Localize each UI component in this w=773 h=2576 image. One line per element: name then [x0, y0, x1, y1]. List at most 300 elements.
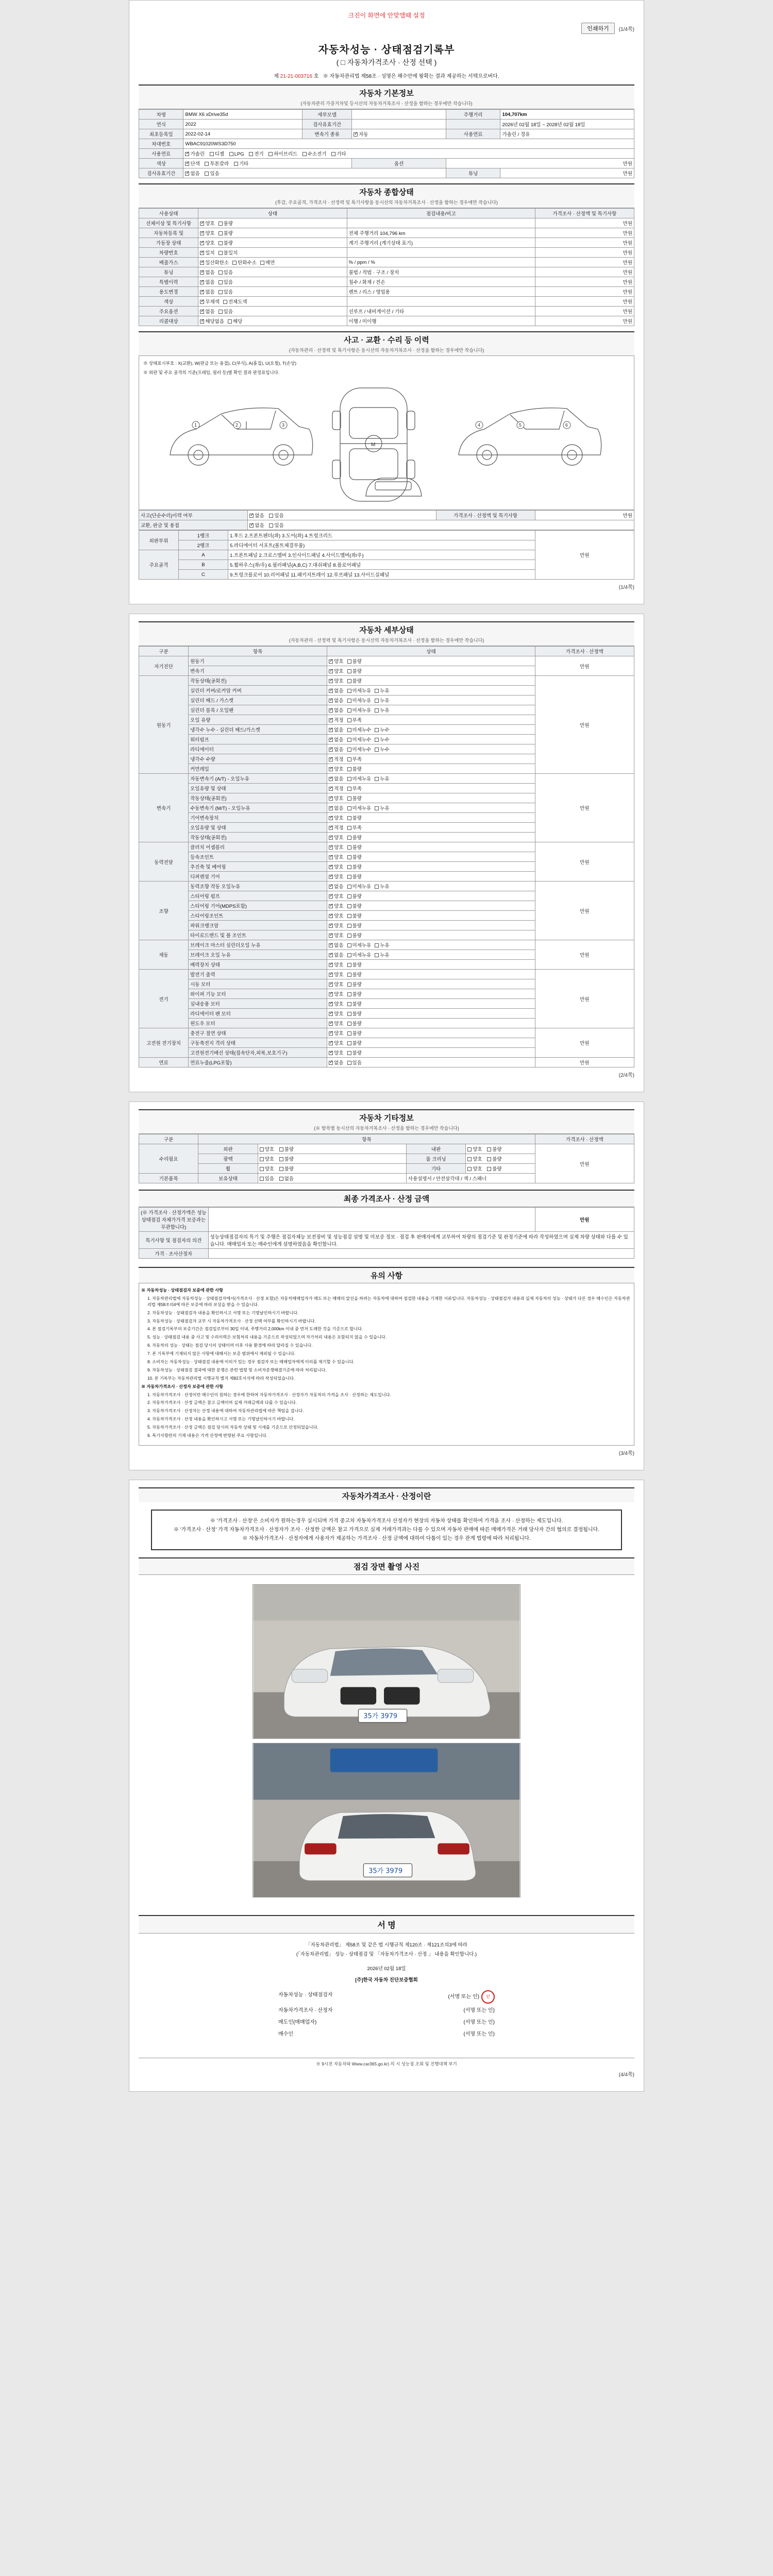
check-row-value [183, 168, 446, 178]
caution-item: 1. 자동차가격조사 · 산정이란 매수인이 원하는 경우에 한하여 자동차가격조사 · 산정자가 자동차의 가격을 조사 · 산정하는 제도입니다. [147, 1392, 391, 1397]
basic-section-title: 자동차 기본정보 [139, 84, 634, 99]
detail-option[interactable]: 미세누유 [347, 951, 372, 958]
signature-value-3[interactable]: (서명 또는 인) [463, 2031, 495, 2038]
caution-heading: ※ 자동차성능 · 상태점검자 보증에 관한 사항 [141, 1288, 224, 1293]
table-row [139, 676, 634, 686]
caution-body [139, 1283, 634, 1446]
other-base-sublabel: 보유상태 [198, 1174, 258, 1183]
fuel-option-3[interactable]: 전기 [249, 150, 263, 157]
signature-key-1: 자동차가격조사 · 산정자 [278, 2008, 333, 2014]
color-option-1[interactable]: 투톤칼라 [205, 160, 229, 167]
detail-option[interactable]: 미세누유 [347, 697, 372, 704]
price-remark-label: 특기사항 및 점검자의 의견 [139, 1232, 209, 1249]
detail-option[interactable]: 불량 [347, 912, 362, 919]
detail-option[interactable]: 미세누수 [347, 745, 372, 753]
detail-item-state [327, 754, 535, 764]
detail-option[interactable]: 불량 [347, 971, 362, 978]
table-row [139, 940, 634, 950]
other-opt-0-0[interactable]: 양호 [260, 1145, 274, 1153]
color-label: 색상 [139, 159, 183, 168]
doc-no-prefix: 제 [274, 74, 279, 79]
detail-item-state [327, 872, 535, 882]
overall-option[interactable]: ✓ 일산화탄소 [200, 259, 229, 266]
other-lbl-0: 외판 [198, 1144, 258, 1154]
detail-option[interactable]: ✓ 양호 [329, 912, 343, 919]
detail-option[interactable]: 부족 [347, 716, 362, 723]
accident-yes-option[interactable]: 있음 [269, 512, 283, 519]
detail-option[interactable]: 불량 [347, 892, 362, 900]
detail-option[interactable]: ✓ 양호 [329, 1000, 343, 1007]
detail-option[interactable]: ✓ 없음 [329, 775, 343, 782]
detail-option[interactable]: 미세누유 [347, 941, 372, 948]
option-amount: 만원 [446, 159, 634, 168]
transmission-auto-option[interactable]: ✓ 자동 [354, 130, 368, 138]
tuning-none[interactable]: ✓ 없음 [185, 170, 199, 177]
signature-row-2 [278, 2016, 495, 2028]
detail-option[interactable]: 불량 [347, 990, 362, 997]
detail-item-state [327, 813, 535, 823]
detail-option[interactable]: 불량 [347, 814, 362, 821]
caution-item: 6. 특기사항란의 기재 내용은 가격 산정에 반영된 주요 사항입니다. [147, 1433, 267, 1438]
overall-row-name: 주요옵션 [139, 307, 198, 316]
accident-section-note: (자동차관리 · 산정력 및 특기사항은 동시산의 자동차거복조사 · 산정을 함하는 경우에만 작습니다) [139, 346, 634, 356]
fuel-option-2[interactable]: LPG [229, 151, 244, 157]
detail-group-amount: 만원 [535, 1028, 634, 1058]
detail-item-label: 윈도우 모터 [189, 1019, 327, 1028]
detail-option[interactable]: 누유 [375, 941, 389, 948]
detail-group-amount: 만원 [535, 842, 634, 882]
overall-option[interactable]: 있음 [219, 278, 233, 285]
overall-row-state [198, 248, 347, 258]
print-button[interactable]: 인쇄하기 [581, 23, 615, 34]
detail-option[interactable]: 누유 [375, 804, 389, 811]
exchange-none-option[interactable]: ✓ 없음 [249, 521, 264, 529]
detail-option[interactable]: ✓ 양호 [329, 1039, 343, 1046]
detail-option[interactable]: 누수 [375, 745, 389, 753]
detail-option[interactable]: ✓ 없음 [329, 1059, 343, 1066]
detail-option[interactable]: ✓ 양호 [329, 667, 343, 674]
detail-option[interactable]: 미세누수 [347, 736, 372, 743]
overall-option[interactable]: 있음 [219, 288, 233, 295]
overall-option[interactable]: ✓ 일치 [200, 249, 214, 256]
detail-option[interactable]: ✓ 양호 [329, 1010, 343, 1017]
detail-option[interactable]: 불량 [347, 834, 362, 841]
basic-label3-1 [446, 120, 500, 129]
basic-value-2: 2022-02-14 [183, 129, 303, 139]
signature-footer: ※ 9시전 자동차와 Www.car365.go.kr) 의 시 성능점 조회 및 진행대책 부기 [139, 2058, 634, 2067]
other-opt-1-0[interactable]: 양호 [260, 1155, 274, 1162]
overall-row-state [198, 316, 347, 326]
doc-law-note: ※ 자동차관리법 제58조 · 성명은 해수안에 왕확는 결과 제공하는 서택으로버다. [323, 74, 499, 79]
other-opt-0-1[interactable]: 불량 [279, 1145, 294, 1153]
detail-item-label: 추진축 및 베어링 [189, 862, 327, 872]
overall-row-amount: 만원 [535, 307, 634, 316]
detail-item-state [327, 833, 535, 842]
signature-value-0[interactable]: (서명 또는 인) 인 [448, 1990, 495, 2004]
overall-row-amount: 만원 [535, 287, 634, 297]
detail-option[interactable]: 불량 [347, 1029, 362, 1037]
detail-option[interactable]: 누유 [375, 951, 389, 958]
overall-col-0: 사용상태 [139, 209, 198, 218]
overall-row-amount: 만원 [535, 316, 634, 326]
detail-option[interactable]: ✓ 없음 [329, 804, 343, 811]
detail-item-label: 시동 모터 [189, 979, 327, 989]
other-opt-2-0[interactable]: 양호 [260, 1165, 274, 1172]
detail-option[interactable]: 불량 [347, 843, 362, 851]
other-opt2-0-1[interactable]: 불량 [487, 1145, 501, 1153]
detail-option[interactable]: 불량 [347, 794, 362, 802]
detail-item-label: 배력장치 상태 [189, 960, 327, 970]
detail-option[interactable]: 불량 [347, 931, 362, 939]
detail-option[interactable]: ✓ 양호 [329, 931, 343, 939]
detail-group-name: 전기 [139, 970, 189, 1028]
table-row [139, 120, 634, 129]
caution-item: 10. 본 기록부는 자동차관리법 시행규칙 별지 제82호서식에 따라 작성되었습니다. [147, 1376, 295, 1381]
detail-section-title: 자동차 세부상태 [139, 621, 634, 636]
detail-item-label: 충전구 절연 상태 [189, 1028, 327, 1038]
basic-value3-0: 104,707km [500, 110, 634, 120]
price-remark-value: 성능상태점검자의 특기 및 주행은 점검자체능 보전장비 및 성능점검 설명 및 미보증 정보 · 점검 후 판매자에게 교부하여 차량의 점검기준 및 판정기준에 따라 작성하였으며 실제 차량 상태와 다를 수 있습니다. 매매업자 또는 매수인에게 설명하였음을 확인합니다. [208, 1232, 634, 1249]
rank-amount: 만원 [535, 531, 634, 580]
detail-option[interactable]: 미세누수 [347, 726, 372, 733]
page-3 [129, 1101, 644, 1470]
detail-option[interactable]: 미세누유 [347, 687, 372, 694]
table-row [139, 139, 634, 149]
detail-option[interactable]: ✓ 양호 [329, 657, 343, 665]
table-row [139, 110, 634, 120]
basic-value-0: BMW X6 xDrive35d [183, 110, 303, 120]
detail-option[interactable]: ✓ 양호 [329, 1020, 343, 1027]
detail-item-label: 실린더 커버/로커암 커버 [189, 686, 327, 696]
doc-no-suffix: 호 [313, 74, 319, 79]
other-lbl-1: 광택 [198, 1154, 258, 1164]
photos-title: 점검 장면 촬영 사진 [139, 1557, 634, 1575]
detail-option[interactable]: ✓ 없음 [329, 745, 343, 753]
overall-table [139, 208, 634, 326]
detail-item-label: 오일유량 및 상태 [189, 823, 327, 833]
detail-item-label: 등속조인트 [189, 852, 327, 862]
top-notice: 크진이 화면에 안맞앨때 설정 [348, 12, 425, 19]
page-footer-4: (4/4쪽) [618, 2072, 634, 2078]
detail-option[interactable]: ✓ 양호 [329, 853, 343, 860]
table-row [139, 656, 634, 666]
table-row [139, 882, 634, 891]
detail-option[interactable]: 미세누유 [347, 804, 372, 811]
detail-option[interactable]: 불량 [347, 980, 362, 988]
detail-item-label: 작동상태(공회전) [189, 676, 327, 686]
detail-option[interactable]: 불량 [347, 1049, 362, 1056]
detail-option[interactable]: ✓ 없음 [329, 941, 343, 948]
other-opts2-1 [466, 1154, 535, 1164]
basic-label3-2: 사용연료 [446, 129, 500, 139]
detail-option[interactable]: ✓ 없음 [329, 706, 343, 714]
doc-subtitle: ( □ 자동차가격조사 · 산정 선택 ) [336, 58, 437, 66]
frame-label: 주요골격 [139, 550, 179, 580]
overall-option[interactable]: ✓ 없음 [200, 268, 214, 276]
detail-option[interactable]: ✓ 양호 [329, 961, 343, 968]
overall-option[interactable]: ✓ 무채색 [200, 298, 220, 305]
detail-item-label: 실내송풍 모터 [189, 999, 327, 1009]
detail-option[interactable]: ✓ 없음 [329, 883, 343, 890]
detail-item-state [327, 803, 535, 813]
detail-group-amount: 만원 [535, 940, 634, 970]
overall-option[interactable]: 탄화수소 [232, 259, 257, 266]
detail-item-state [327, 852, 535, 862]
detail-option[interactable]: ✓ 양호 [329, 990, 343, 997]
other-opt-1-1[interactable]: 불량 [279, 1155, 294, 1162]
detail-option[interactable]: ✓ 적정 [329, 824, 343, 831]
detail-option[interactable]: ✓ 양호 [329, 980, 343, 988]
other-base-opt-0[interactable]: 있음 [260, 1175, 274, 1182]
detail-option[interactable]: 부족 [347, 755, 362, 762]
table-header-row [139, 1134, 634, 1144]
color-option-2[interactable]: 기타 [234, 160, 248, 167]
overall-option[interactable]: ✓ 양호 [200, 239, 214, 246]
detail-option[interactable]: 불량 [347, 657, 362, 665]
fuel-option-0[interactable]: ✓ 가솔린 [185, 150, 205, 157]
overall-row-state [198, 228, 347, 238]
detail-option[interactable]: ✓ 양호 [329, 971, 343, 978]
table-row [139, 1232, 634, 1249]
detail-option[interactable]: 불량 [347, 922, 362, 929]
detail-item-label: 오일 유량 [189, 715, 327, 725]
detail-option[interactable]: ✓ 양호 [329, 873, 343, 880]
detail-item-state [327, 725, 535, 735]
other-opt2-1-0[interactable]: 양호 [467, 1155, 482, 1162]
other-lbl2-1: 룸 크리닝 [406, 1154, 465, 1164]
detail-item-label: 작동상태(공회전) [189, 793, 327, 803]
price-assessor-label: 가격 · 조사산정자 [139, 1249, 209, 1259]
fuel-option-6[interactable]: 기타 [331, 150, 346, 157]
detail-item-label: 원동기 [189, 656, 327, 666]
detail-option[interactable]: ✓ 양호 [329, 843, 343, 851]
basic-label-0: 차명 [139, 110, 183, 120]
rank-name-4: C [178, 570, 228, 580]
rank-items-1: 5.라디에이터 서포트(볼트체결부품) [228, 540, 535, 550]
signature-title: 서 명 [139, 1915, 634, 1934]
detail-option[interactable]: 미세누유 [347, 706, 372, 714]
accident-summary-table [139, 510, 634, 530]
rank-items-0: 1.후드 2.프론트펜더(좌) 3.도어(좌) 4.트렁크리드 [228, 531, 535, 540]
detail-option[interactable]: 미세누유 [347, 775, 372, 782]
overall-option[interactable]: 있음 [219, 268, 233, 276]
detail-item-label: 기어변속장치 [189, 813, 327, 823]
signature-key-3: 매수인 [278, 2031, 293, 2038]
overall-option[interactable]: 불량 [219, 239, 233, 246]
table-row [139, 149, 634, 159]
detail-option[interactable]: 불량 [347, 853, 362, 860]
detail-option[interactable]: 누수 [375, 726, 389, 733]
signature-key-0: 자동차성능 · 상태점검자 [278, 1992, 333, 1998]
fuel-option-5[interactable]: 수소전기 [303, 150, 327, 157]
color-option-0[interactable]: ✓ 단색 [185, 160, 199, 167]
detail-option[interactable]: 불량 [347, 667, 362, 674]
overall-row-state [198, 307, 347, 316]
other-base-opts [258, 1174, 406, 1183]
table-row [139, 520, 634, 530]
detail-option[interactable]: ✓ 양호 [329, 677, 343, 684]
signature-value-1[interactable]: (서명 또는 인) [463, 2008, 495, 2014]
page-label-1: (1/4쪽) [618, 26, 634, 32]
overall-row-state [198, 218, 347, 228]
overall-option[interactable]: ✓ 없음 [200, 308, 214, 315]
detail-group-amount: 만원 [535, 1058, 634, 1067]
overall-option[interactable]: 있음 [219, 308, 233, 315]
overall-option[interactable]: 불일치 [219, 249, 238, 256]
overall-section-title: 자동차 종합상태 [139, 183, 634, 198]
table-row [139, 277, 634, 287]
overall-row-name: 차량번호 [139, 248, 198, 258]
detail-item-state [327, 979, 535, 989]
detail-group-amount: 만원 [535, 970, 634, 1028]
detail-option[interactable]: 불량 [347, 677, 362, 684]
overall-option[interactable]: 불량 [219, 229, 233, 236]
detail-option[interactable]: 누유 [375, 883, 389, 890]
detail-item-label: 변속기 [189, 666, 327, 676]
detail-option[interactable]: ✓ 양호 [329, 814, 343, 821]
detail-option[interactable]: ✓ 없음 [329, 726, 343, 733]
overall-option[interactable]: 전체도색 [223, 298, 247, 305]
other-opt2-2-0[interactable]: 양호 [467, 1165, 482, 1172]
accident-none-option[interactable]: ✓ 없음 [249, 512, 264, 519]
svg-text:M: M [371, 442, 376, 448]
detail-option[interactable]: 불량 [347, 1010, 362, 1017]
overall-row-name: 튜닝 [139, 267, 198, 277]
detail-option[interactable]: ✓ 적정 [329, 716, 343, 723]
overall-option[interactable]: 매연 [260, 259, 275, 266]
caution-item: 8. 소비자는 자동차성능 · 상태점검 내용에 이의가 있는 경우 점검자 또는 매매업자에게 이의를 제기할 수 있습니다. [147, 1360, 355, 1365]
detail-col-3: 가격조사 · 산정액 [535, 647, 634, 656]
overall-option[interactable]: ✓ 없음 [200, 278, 214, 285]
detail-item-state [327, 1028, 535, 1038]
other-opt2-2-1[interactable]: 불량 [487, 1165, 501, 1172]
detail-option[interactable]: 누유 [375, 706, 389, 714]
basic-value-1: 2022 [183, 120, 303, 129]
detail-option[interactable]: 부족 [347, 785, 362, 792]
rank-name-2: A [178, 550, 228, 560]
detail-option[interactable]: 불량 [347, 1000, 362, 1007]
other-base-opt-1[interactable]: 없음 [279, 1175, 294, 1182]
plate-text-1: 35가 3979 [363, 1713, 398, 1721]
detail-option[interactable]: 불량 [347, 863, 362, 870]
detail-option[interactable]: 미세누유 [347, 883, 372, 890]
other-opt2-1-1[interactable]: 불량 [487, 1155, 501, 1162]
detail-option[interactable]: ✓ 적정 [329, 785, 343, 792]
detail-item-label: 클러치 어셈블리 [189, 842, 327, 852]
detail-table [139, 646, 634, 1067]
detail-item-state [327, 960, 535, 970]
overall-option[interactable]: ✓ 양호 [200, 219, 214, 227]
detail-option[interactable]: ✓ 없음 [329, 687, 343, 694]
detail-item-state [327, 686, 535, 696]
detail-option[interactable]: ✓ 양호 [329, 794, 343, 802]
detail-option[interactable]: ✓ 양호 [329, 834, 343, 841]
detail-option[interactable]: 불량 [347, 902, 362, 909]
exchange-yes-option[interactable]: 있음 [269, 521, 283, 529]
detail-item-state [327, 1038, 535, 1048]
doc-number-line [139, 72, 634, 79]
detail-option[interactable]: 누수 [375, 736, 389, 743]
other-opts2-2 [466, 1164, 535, 1174]
detail-item-label: 브레이크 오일 누유 [189, 950, 327, 960]
detail-option[interactable]: 불량 [347, 1020, 362, 1027]
detail-option[interactable]: 불량 [347, 765, 362, 772]
detail-item-state [327, 901, 535, 911]
detail-option[interactable]: ✓ 양호 [329, 1029, 343, 1037]
detail-option[interactable]: 있음 [347, 1059, 362, 1066]
detail-option[interactable]: 불량 [347, 873, 362, 880]
detail-option[interactable]: ✓ 없음 [329, 697, 343, 704]
detail-option[interactable]: ✓ 양호 [329, 863, 343, 870]
detail-option[interactable]: ✓ 양호 [329, 1049, 343, 1056]
signature-value-2[interactable]: (서명 또는 인) [463, 2020, 495, 2026]
overall-option[interactable]: ✓ 해당없음 [200, 317, 224, 325]
accident-sum-label: 사고(단순수리)이력 여부 [139, 511, 248, 520]
basic-value2-0 [352, 110, 446, 120]
detail-option[interactable]: 부족 [347, 824, 362, 831]
detail-option[interactable]: ✓ 양호 [329, 902, 343, 909]
rank-name-3: B [178, 560, 228, 570]
fuel-option-1[interactable]: 디젤 [210, 150, 224, 157]
signature-row-0 [278, 1989, 495, 2005]
detail-option[interactable]: ✓ 양호 [329, 765, 343, 772]
detail-option[interactable]: 불량 [347, 961, 362, 968]
other-lbl2-2: 기타 [406, 1164, 465, 1174]
detail-option[interactable]: 누유 [375, 775, 389, 782]
detail-item-label: 작동상태(공회전) [189, 833, 327, 842]
table-row [139, 531, 634, 540]
overall-row-amount: 만원 [535, 258, 634, 267]
overall-option[interactable]: 해당 [228, 317, 242, 325]
detail-item-label: 파워크랭크암 [189, 921, 327, 930]
other-opt-2-1[interactable]: 불량 [279, 1165, 294, 1172]
table-row [139, 1028, 634, 1038]
price-amount: 만원 [535, 1208, 634, 1232]
detail-option[interactable]: 누유 [375, 697, 389, 704]
detail-item-state [327, 793, 535, 803]
basic-value3-2: 가솔린 / 경유 [500, 129, 634, 139]
other-amount: 만원 [535, 1144, 634, 1183]
tuning-yes[interactable]: 있음 [205, 170, 219, 177]
detail-option[interactable]: ✓ 없음 [329, 951, 343, 958]
detail-item-state [327, 940, 535, 950]
table-row [139, 267, 634, 277]
table-row [139, 1058, 634, 1067]
fuel-option-4[interactable]: 하이브리드 [268, 150, 297, 157]
accident-note-2: ※ 외판 및 주요 골격의 기준(프레임, 필러 등)별 확인 결과 판정표입니다. [143, 370, 280, 375]
overall-row-detail [347, 248, 535, 258]
detail-option[interactable]: ✓ 양호 [329, 892, 343, 900]
detail-option[interactable]: ✓ 양호 [329, 922, 343, 929]
overall-option[interactable]: ✓ 없음 [200, 288, 214, 295]
detail-item-label: 라디에이터 팬 모터 [189, 1009, 327, 1019]
overall-option[interactable]: 불량 [219, 219, 233, 227]
detail-option[interactable]: 누유 [375, 687, 389, 694]
table-row [139, 1249, 634, 1259]
other-opt2-0-0[interactable]: 양호 [467, 1145, 482, 1153]
detail-item-label: 수동변속기 (M/T) - 오일누유 [189, 803, 327, 813]
detail-option[interactable]: 불량 [347, 1039, 362, 1046]
table-row [139, 238, 634, 248]
overall-row-amount: 만원 [535, 228, 634, 238]
detail-group-amount: 만원 [535, 656, 634, 676]
pricecheck-body-3: ※ 자동차가격조사 · 산정자에게 사용자가 제공하는 가격조사 · 산정 금액에 대하여 다툼이 있는 경우 관계 법령에 따라 처리됩니다. [242, 1535, 531, 1541]
overall-option[interactable]: ✓ 양호 [200, 229, 214, 236]
detail-option[interactable]: ✓ 적정 [329, 755, 343, 762]
detail-item-label: 냉각수 수량 [189, 754, 327, 764]
detail-item-state [327, 1009, 535, 1019]
detail-option[interactable]: ✓ 없음 [329, 736, 343, 743]
